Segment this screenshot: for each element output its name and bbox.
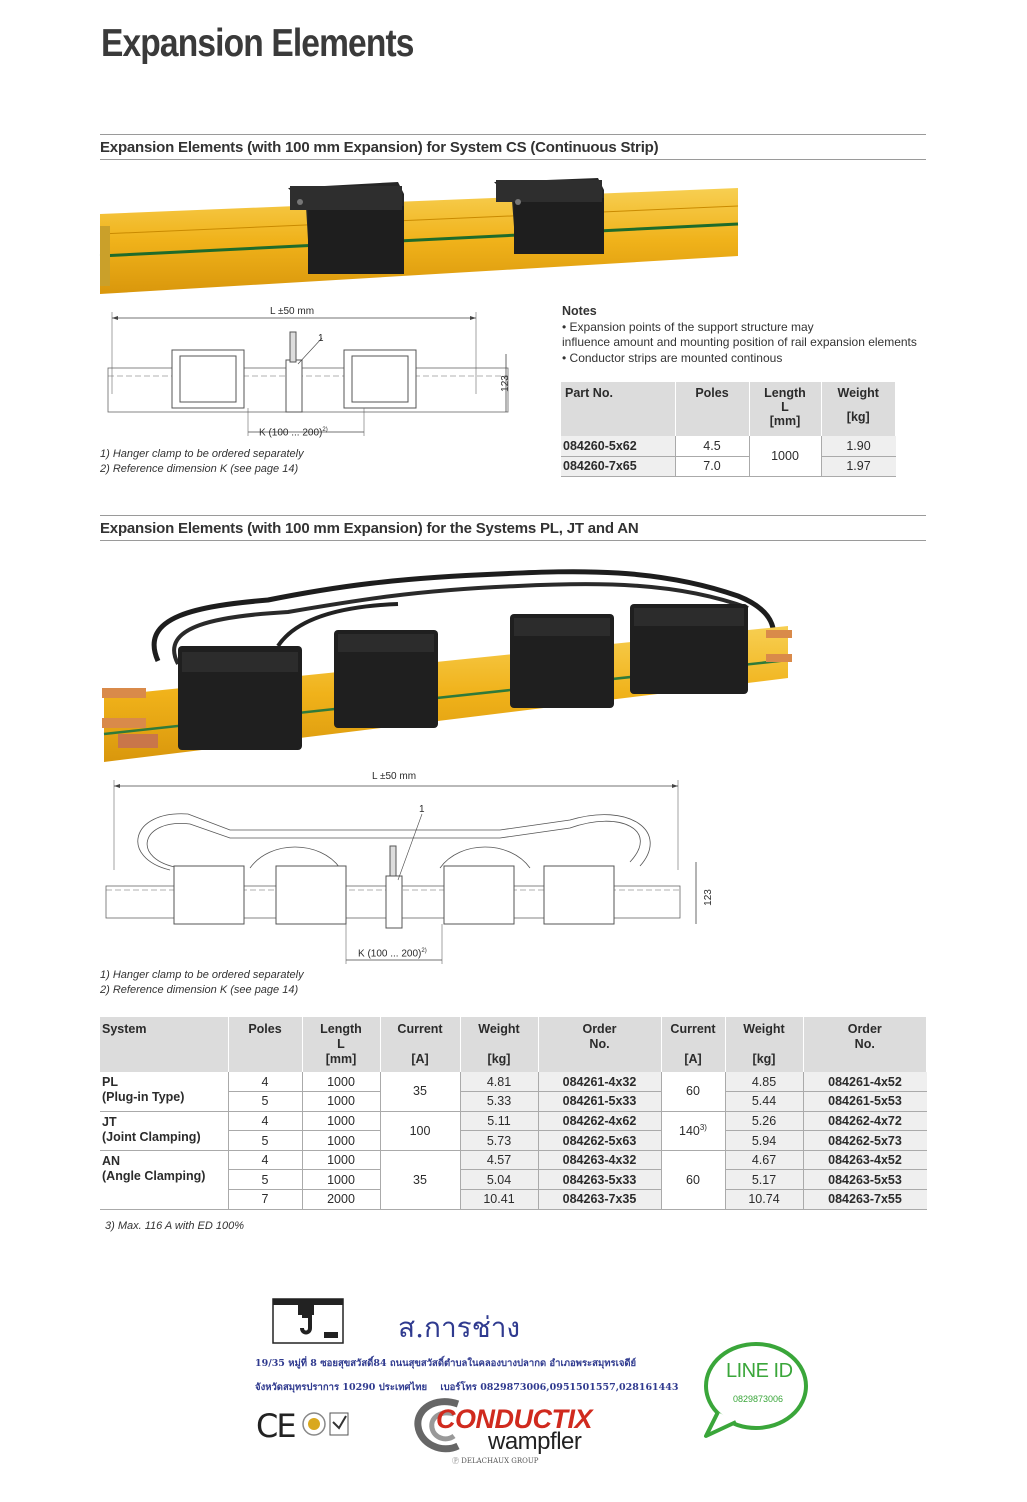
col-weight-1 <box>460 1017 538 1072</box>
poles-cell: 7 <box>228 1190 302 1210</box>
cs-footnotes <box>100 447 304 477</box>
current-cell: 35 <box>380 1150 460 1209</box>
brand-conductix: CONDUCTIX <box>436 1404 592 1434</box>
brand-group-text: DELACHAUX GROUP <box>461 1457 539 1465</box>
order-cell: 084263-4x32 <box>538 1150 661 1170</box>
page-title: Expansion Elements <box>101 22 414 65</box>
order-cell: 084263-4x52 <box>803 1150 927 1170</box>
order-cell: 084262-5x63 <box>538 1131 661 1151</box>
col-current-l2: [A] <box>684 1052 702 1066</box>
length-cell: 1000 <box>302 1131 380 1151</box>
col-poles: Poles <box>228 1017 302 1072</box>
system-cell <box>100 1111 228 1150</box>
col-weight-l2: [kg] <box>846 410 870 424</box>
col-part-no: Part No. <box>561 382 675 436</box>
col-order-l1: Order <box>582 1022 617 1036</box>
table-footnote: 3) Max. 116 A with ED 100% <box>105 1220 244 1232</box>
line-id-label: LINE ID <box>726 1360 793 1382</box>
current-cell: 60 <box>661 1072 725 1111</box>
col-weight-l1: Weight <box>837 386 879 400</box>
col-length-l3: [mm] <box>325 1052 357 1066</box>
cs-rail-photo <box>98 176 740 296</box>
weight-cell: 5.44 <box>725 1092 803 1112</box>
col-order-l2: No. <box>589 1037 610 1051</box>
pl-jt-an-rail-photo <box>98 556 798 766</box>
certification-marks-icon <box>302 1410 352 1438</box>
order-cell: 084262-4x62 <box>538 1111 661 1131</box>
poles-cell: 4 <box>228 1111 302 1131</box>
cs-notes <box>562 304 917 366</box>
poles-cell: 5 <box>228 1131 302 1151</box>
col-current-l1: Current <box>397 1022 443 1036</box>
weight-cell: 5.94 <box>725 1131 803 1151</box>
pl-dim-L: L ±50 mm <box>372 771 417 782</box>
pl-footnotes <box>100 968 304 998</box>
pl-dim-K-sup: 2) <box>421 948 427 954</box>
table-row <box>100 1150 927 1170</box>
footnote-line: 2) Reference dimension K (see page 14) <box>100 463 299 475</box>
system-name: PL <box>102 1075 118 1089</box>
col-current-l1: Current <box>670 1022 716 1036</box>
length-cell: 1000 <box>749 436 821 476</box>
current-value: 140 <box>679 1124 700 1139</box>
col-weight-l1: Weight <box>743 1022 785 1036</box>
footnote-line: 1) Hanger clamp to be ordered separately <box>100 969 304 981</box>
section2-heading: Expansion Elements (with 100 mm Expansion) for the Systems PL, JT and AN <box>100 515 926 541</box>
weight-cell: 5.26 <box>725 1111 803 1131</box>
col-length-l1: Length <box>320 1022 362 1036</box>
notes-line: • Expansion points of the support structure may <box>562 319 814 334</box>
col-weight-l1: Weight <box>478 1022 520 1036</box>
weight-cell: 4.57 <box>460 1150 538 1170</box>
weight-cell: 5.17 <box>725 1170 803 1190</box>
cs-dim-K-text: K (100 ... 200) <box>259 427 323 439</box>
system-cell <box>100 1072 228 1111</box>
section1-heading: Expansion Elements (with 100 mm Expansion) for System CS (Continuous Strip) <box>100 134 926 160</box>
part-no-cell: 084260-7x65 <box>561 456 675 476</box>
cs-technical-drawing <box>100 304 520 444</box>
weight-cell: 4.85 <box>725 1072 803 1092</box>
system-cell <box>100 1150 228 1209</box>
current-cell: 35 <box>380 1072 460 1111</box>
poles-cell: 4 <box>228 1150 302 1170</box>
table-row <box>100 1072 927 1092</box>
table-row <box>561 436 896 456</box>
poles-cell: 5 <box>228 1170 302 1190</box>
col-weight <box>821 382 896 436</box>
weight-cell: 1.90 <box>821 436 896 456</box>
poles-cell: 4 <box>228 1072 302 1092</box>
company-address-line2: จังหวัดสมุทรปราการ 10290 ประเทศไทย เบอร์โทร 0829873006,0951501557,028161443 <box>255 1382 679 1393</box>
part-no-cell: 084260-5x62 <box>561 436 675 456</box>
brand-group: Ⓟ DELACHAUX GROUP <box>452 1457 539 1465</box>
length-cell: 1000 <box>302 1092 380 1112</box>
cs-dim-K-sup: 2) <box>322 427 328 433</box>
length-cell: 1000 <box>302 1150 380 1170</box>
weight-cell: 4.67 <box>725 1150 803 1170</box>
cs-callout: 1 <box>318 333 324 344</box>
pl-dim-height: 123 <box>702 889 714 906</box>
pl-dim-K-text: K (100 ... 200) <box>358 948 422 960</box>
company-address-line1: 19/35 หมู่ที่ 8 ซอยสุขสวัสดิ์84 ถนนสุขสวัสดิ์ตำบลในคลองบางปลากด อำเภอพระสมุทรเจดีย์ <box>255 1358 637 1369</box>
notes-line: • Conductor strips are mounted continous <box>562 350 783 365</box>
col-length-l2: L <box>781 400 789 414</box>
system-sub: (Joint Clamping) <box>102 1129 201 1144</box>
system-sub: (Plug-in Type) <box>102 1090 185 1104</box>
current-sup: 3) <box>699 1123 707 1133</box>
weight-cell: 5.33 <box>460 1092 538 1112</box>
col-length-l3: [mm] <box>769 414 801 428</box>
order-cell: 084262-4x72 <box>803 1111 927 1131</box>
weight-cell: 1.97 <box>821 456 896 476</box>
weight-cell: 5.73 <box>460 1131 538 1151</box>
line-id-badge-icon <box>700 1340 810 1440</box>
crane-logo-icon <box>272 1298 344 1344</box>
col-system: System <box>100 1017 228 1072</box>
col-order-2 <box>803 1017 927 1072</box>
poles-cell: 4.5 <box>675 436 749 456</box>
col-length-l1: Length <box>764 386 806 400</box>
cs-dim-L: L ±50 mm <box>270 306 315 317</box>
col-length <box>749 382 821 436</box>
system-name: JT <box>102 1114 117 1129</box>
line-id-value: 0829873006 <box>733 1394 784 1404</box>
weight-cell: 10.41 <box>460 1190 538 1210</box>
pl-jt-an-table <box>100 1017 927 1210</box>
col-length-l2: L <box>337 1037 345 1051</box>
table-row <box>100 1111 927 1131</box>
length-cell: 1000 <box>302 1170 380 1190</box>
order-cell: 084262-5x73 <box>803 1131 927 1151</box>
weight-cell: 10.74 <box>725 1190 803 1210</box>
table-row <box>561 456 896 476</box>
cs-dim-height: 123 <box>499 375 511 392</box>
system-name: AN <box>102 1153 121 1168</box>
length-cell: 2000 <box>302 1190 380 1210</box>
length-cell: 1000 <box>302 1111 380 1131</box>
current-cell: 60 <box>661 1150 725 1209</box>
order-cell: 084261-5x33 <box>538 1092 661 1112</box>
current-cell: 100 <box>380 1111 460 1150</box>
length-cell: 1000 <box>302 1072 380 1092</box>
order-cell: 084263-7x35 <box>538 1190 661 1210</box>
order-cell: 084263-5x53 <box>803 1170 927 1190</box>
weight-cell: 4.81 <box>460 1072 538 1092</box>
poles-cell: 7.0 <box>675 456 749 476</box>
col-current-2 <box>661 1017 725 1072</box>
order-cell: 084263-7x55 <box>803 1190 927 1210</box>
footnote-line: 1) Hanger clamp to be ordered separately <box>100 448 304 460</box>
system-sub: (Angle Clamping) <box>102 1168 206 1183</box>
poles-cell: 5 <box>228 1092 302 1112</box>
brand-wampfler: wampfler <box>488 1428 582 1455</box>
company-name-thai: ส.การช่าง <box>398 1311 521 1344</box>
ce-mark-icon: CE <box>256 1407 295 1445</box>
pl-dim-K <box>358 948 427 959</box>
order-cell: 084261-4x52 <box>803 1072 927 1092</box>
col-order-1 <box>538 1017 661 1072</box>
cs-parts-table <box>561 382 896 477</box>
col-length <box>302 1017 380 1072</box>
cs-dim-K <box>259 427 328 438</box>
order-cell: 084263-5x33 <box>538 1170 661 1190</box>
current-cell <box>661 1111 725 1150</box>
col-poles: Poles <box>675 382 749 436</box>
order-cell: 084261-4x32 <box>538 1072 661 1092</box>
col-weight-2 <box>725 1017 803 1072</box>
notes-line: influence amount and mounting position of rail expansion elements <box>562 335 917 349</box>
notes-title: Notes <box>562 304 597 318</box>
pl-jt-an-technical-drawing <box>100 770 720 970</box>
weight-cell: 5.11 <box>460 1111 538 1131</box>
order-cell: 084261-5x53 <box>803 1092 927 1112</box>
pl-callout: 1 <box>419 804 425 815</box>
col-order-l2: No. <box>854 1037 875 1051</box>
weight-cell: 5.04 <box>460 1170 538 1190</box>
col-weight-l2: [kg] <box>752 1052 776 1066</box>
footnote-line: 2) Reference dimension K (see page 14) <box>100 984 299 996</box>
col-order-l1: Order <box>847 1022 882 1036</box>
col-weight-l2: [kg] <box>487 1052 511 1066</box>
col-current-l2: [A] <box>411 1052 429 1066</box>
col-current-1 <box>380 1017 460 1072</box>
